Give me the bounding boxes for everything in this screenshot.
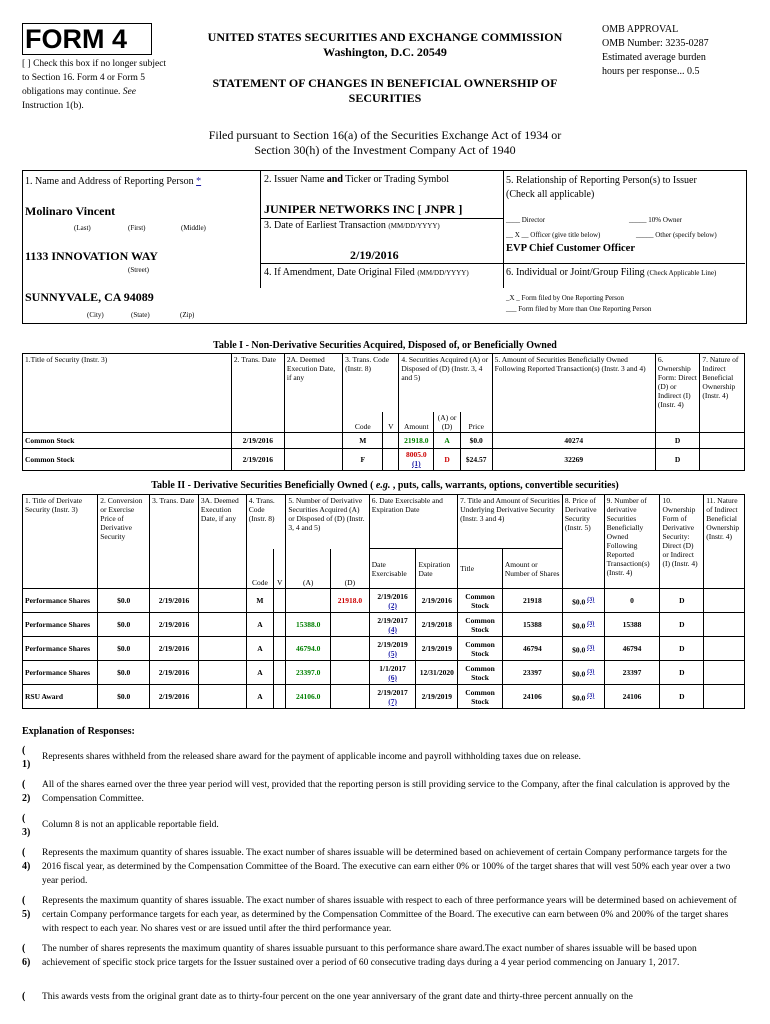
footnote-index: 2) bbox=[22, 793, 31, 804]
omb-approval: OMB APPROVAL OMB Number: 3235-0287 Estimated average burden hours per response... 0.5 bbox=[602, 24, 709, 77]
table1-title: Table I - Non-Derivative Securities Acquired, Disposed of, or Beneficially Owned bbox=[213, 340, 557, 351]
t2-acquired bbox=[286, 589, 331, 613]
t1-r1-aod: D bbox=[434, 448, 461, 470]
footnote-index: 5) bbox=[22, 909, 31, 920]
t2-form: D bbox=[660, 637, 704, 661]
t2-title: Performance Shares bbox=[23, 637, 98, 661]
t2-acquired: 24106.0 bbox=[286, 685, 331, 709]
t2-date-ex bbox=[369, 685, 416, 709]
officer-title: EVP Chief Customer Officer bbox=[506, 243, 635, 254]
t1-h-title: 1.Title of Security (Instr. 3) bbox=[23, 354, 232, 433]
city-state-zip: SUNNYVALE, CA 94089 bbox=[25, 290, 154, 304]
form-title: FORM 4 bbox=[25, 24, 128, 54]
t2-date: 2/19/2016 bbox=[150, 637, 199, 661]
t2-v bbox=[274, 685, 286, 709]
t2-h-ut: Title bbox=[458, 549, 503, 589]
footnote-link[interactable]: (3) bbox=[587, 595, 595, 603]
t2-date-ex-value: 2/19/2017 bbox=[377, 615, 408, 625]
footnote-index: 4) bbox=[22, 861, 31, 872]
t2-v bbox=[274, 589, 286, 613]
t1-r1-nature bbox=[700, 448, 745, 470]
t1-h-aod: (A) or (D) bbox=[434, 412, 461, 433]
footnote-text: Represents shares withheld from the released share award for the payment of applicable income and payroll withholding taxes due on release. bbox=[42, 752, 581, 762]
footnote-text: Represents the maximum quantity of shares issuable. The exact number of shares issuable with respect to each of three performance years will be determined based on achievement of certain Company performance targets for each year, as determined by the Compensation Committee of the Board. The executive can earn between 0% and 200% of the target shares with respect to each year. No shares vest or are issued until after the third performance year. bbox=[42, 896, 737, 934]
t2-h-date: 3. Trans. Date bbox=[150, 495, 199, 589]
t2-title: Performance Shares bbox=[23, 589, 98, 613]
t2-disposed bbox=[331, 637, 370, 661]
form-title-box bbox=[22, 23, 152, 55]
t2-underlying-title: Common Stock bbox=[458, 613, 503, 637]
footnote-link[interactable]: (5) bbox=[388, 648, 397, 658]
t1-r1-amount: 8005.0 bbox=[406, 450, 427, 459]
footnote-link[interactable]: (3) bbox=[587, 619, 595, 627]
divider bbox=[260, 170, 261, 288]
t2-price bbox=[562, 661, 604, 685]
t2-underlying-amount: 23397 bbox=[502, 661, 562, 685]
t2-code: A bbox=[246, 637, 273, 661]
t1-r0-deemed bbox=[284, 432, 342, 448]
last-label: (Last) bbox=[74, 224, 91, 232]
footnote-number bbox=[22, 942, 38, 970]
t2-disposed bbox=[331, 685, 370, 709]
footnote-index: 1) bbox=[22, 759, 31, 770]
t2-acquired: 23397.0 bbox=[286, 661, 331, 685]
t1-r0-title: Common Stock bbox=[23, 432, 232, 448]
first-label: (First) bbox=[128, 224, 146, 232]
t1-h-date: 2. Trans. Date bbox=[231, 354, 284, 433]
t2-underlying-title: Common Stock bbox=[458, 661, 503, 685]
t2-h-code-sub: Code bbox=[246, 549, 273, 589]
zip-label: (Zip) bbox=[180, 311, 195, 319]
t2-h-a: (A) bbox=[286, 549, 331, 589]
footnote-paren: ( bbox=[22, 991, 26, 1002]
t2-owned: 0 bbox=[604, 589, 660, 613]
footnote-link[interactable]: (6) bbox=[388, 672, 397, 682]
t2-h-exercisable: 6. Date Exercisable and Expiration Date bbox=[369, 495, 457, 549]
divider bbox=[260, 218, 503, 219]
t1-h-owned: 5. Amount of Securities Beneficially Owned Following Reported Transaction(s) (Instr. 3 and 4) bbox=[492, 354, 655, 433]
box1-label: 1. Name and Address of Reporting Person * bbox=[25, 176, 202, 187]
t2-underlying-amount: 21918 bbox=[502, 589, 562, 613]
box6-label: 6. Individual or Joint/Group Filing (Check Applicable Line) bbox=[506, 267, 717, 278]
t1-r0-owned: 40274 bbox=[492, 432, 655, 448]
t2-v bbox=[274, 637, 286, 661]
t2-price-value: $0.0 bbox=[572, 621, 586, 631]
table2 bbox=[22, 494, 745, 589]
director-check: ____ Director bbox=[506, 216, 546, 224]
t2-h-code: 4. Trans. Code (Instr. 8) bbox=[246, 495, 286, 549]
t2-form: D bbox=[660, 589, 704, 613]
t1-r1-title: Common Stock bbox=[23, 448, 232, 470]
footnote-number bbox=[22, 778, 38, 806]
footnote-paren: ( bbox=[22, 813, 26, 824]
t2-owned: 23397 bbox=[604, 661, 660, 685]
t1-r1-date: 2/19/2016 bbox=[231, 448, 284, 470]
t2-h-exp: Expiration Date bbox=[416, 549, 458, 589]
t2-h-owned: 9. Number of derivative Securities Beneficially Owned Following Reported Transaction(s) (Instr. 4) bbox=[604, 495, 660, 589]
t2-underlying-title: Common Stock bbox=[458, 685, 503, 709]
box4-label: 4. If Amendment, Date Original Filed (MM/DD/YYYY) bbox=[264, 267, 469, 278]
t2-nature bbox=[704, 589, 745, 613]
t2-form: D bbox=[660, 685, 704, 709]
t2-nature bbox=[704, 613, 745, 637]
t2-price bbox=[562, 637, 604, 661]
footnote-paren: ( bbox=[22, 895, 26, 906]
t2-date-ex-value: 2/19/2019 bbox=[377, 639, 408, 649]
table-row bbox=[23, 685, 745, 709]
t1-r1-form: D bbox=[655, 448, 700, 470]
t2-nature bbox=[704, 685, 745, 709]
t2-code: A bbox=[246, 613, 273, 637]
issuer-name: JUNIPER NETWORKS INC [ JNPR ] bbox=[264, 202, 463, 216]
t2-date: 2/19/2016 bbox=[150, 589, 199, 613]
t2-form: D bbox=[660, 661, 704, 685]
t2-date: 2/19/2016 bbox=[150, 661, 199, 685]
reporting-person-name: Molinaro Vincent bbox=[25, 204, 116, 218]
footnote-link[interactable]: (1) bbox=[411, 459, 421, 468]
t2-underlying-amount: 15388 bbox=[502, 613, 562, 637]
t2-title: Performance Shares bbox=[23, 661, 98, 685]
t2-code: A bbox=[246, 661, 273, 685]
t1-r0-price: $0.0 bbox=[460, 432, 492, 448]
footnote-paren: ( bbox=[22, 943, 26, 954]
footnote-link[interactable]: (3) bbox=[587, 667, 595, 675]
t2-exp: 2/19/2019 bbox=[416, 637, 458, 661]
middle-label: (Middle) bbox=[181, 224, 206, 232]
footnote-number bbox=[22, 812, 38, 840]
t1-r1-amount-cell bbox=[399, 448, 434, 470]
section16-note: [ ] Check this box if no longer subject to Section 16. Form 4 or Form 5 obligations may continue. See Instruction 1(b). bbox=[22, 59, 167, 111]
t2-owned: 46794 bbox=[604, 637, 660, 661]
box3-label: 3. Date of Earliest Transaction (MM/DD/YYYY) bbox=[264, 220, 440, 231]
footnote-link[interactable]: (2) bbox=[388, 600, 397, 610]
box2-label: 2. Issuer Name and Ticker or Trading Symbol bbox=[264, 174, 450, 185]
t2-disposed bbox=[331, 613, 370, 637]
t1-r1-deemed bbox=[284, 448, 342, 470]
filing-option-one: _X _ Form filed by One Reporting Person bbox=[506, 294, 625, 302]
t2-exp: 2/19/2018 bbox=[416, 613, 458, 637]
footnote-index: 3) bbox=[22, 827, 31, 838]
t1-h-amount: Amount bbox=[399, 412, 434, 433]
earliest-transaction-date: 2/19/2016 bbox=[350, 248, 399, 262]
t2-disposed: 21918.0 bbox=[331, 589, 370, 613]
city-label: (City) bbox=[87, 311, 104, 319]
footnote-index: 6) bbox=[22, 957, 31, 968]
t2-date-ex bbox=[369, 589, 416, 613]
t1-h-code-sub: Code bbox=[343, 412, 383, 433]
t1-h-price: Price bbox=[460, 412, 492, 433]
t2-h-date-ex: Date Exercisable bbox=[369, 549, 416, 589]
explanation-title: Explanation of Responses: bbox=[22, 726, 135, 737]
footnote-number bbox=[22, 894, 38, 922]
t2-date-ex-value: 2/19/2016 bbox=[377, 591, 408, 601]
t2-date-ex bbox=[369, 661, 416, 685]
table2-body bbox=[22, 588, 745, 709]
table-row bbox=[23, 589, 745, 613]
footnote-paren: ( bbox=[22, 745, 26, 756]
t2-h-v: V bbox=[274, 549, 286, 589]
t2-date-ex-value: 2/19/2017 bbox=[377, 687, 408, 697]
ten-pct-owner-check: _____ 10% Owner bbox=[629, 216, 682, 224]
table1 bbox=[22, 353, 745, 471]
t2-conv: $0.0 bbox=[98, 661, 150, 685]
street-address: 1133 INNOVATION WAY bbox=[25, 249, 158, 263]
footnote-link[interactable]: (3) bbox=[587, 691, 595, 699]
table-row bbox=[23, 432, 745, 448]
table-row bbox=[23, 661, 745, 685]
footnote-paren: ( bbox=[22, 847, 26, 858]
t1-h-acquired: 4. Securities Acquired (A) or Disposed of (D) (Instr. 3, 4 and 5) bbox=[399, 354, 492, 412]
t2-price bbox=[562, 685, 604, 709]
t2-deemed bbox=[198, 637, 246, 661]
t2-date-ex-value: 1/1/2017 bbox=[379, 663, 406, 673]
t2-h-deemed: 3A. Deemed Execution Date, if any bbox=[198, 495, 246, 589]
t2-conv: $0.0 bbox=[98, 685, 150, 709]
t2-price-value: $0.0 bbox=[572, 645, 586, 655]
t2-deemed bbox=[198, 613, 246, 637]
filed-pursuant: Filed pursuant to Section 16(a) of the Securities Exchange Act of 1934 or Section 30(h) of the Investment Company Act of 1940 bbox=[208, 128, 562, 157]
t1-r1-v bbox=[383, 448, 399, 470]
filing-option-multiple: ___ Form filed by More than One Reporting Person bbox=[506, 305, 652, 313]
t2-exp: 12/31/2020 bbox=[416, 661, 458, 685]
t2-disposed bbox=[331, 661, 370, 685]
footnote-number bbox=[22, 990, 38, 1004]
commission-title: UNITED STATES SECURITIES AND EXCHANGE COMMISSION bbox=[207, 30, 563, 44]
t2-h-price: 8. Price of Derivative Security (Instr. 5) bbox=[562, 495, 604, 589]
t2-conv: $0.0 bbox=[98, 613, 150, 637]
t2-title: Performance Shares bbox=[23, 613, 98, 637]
t1-h-v: V bbox=[383, 412, 399, 433]
divider bbox=[503, 170, 504, 288]
t2-price-value: $0.0 bbox=[572, 669, 586, 679]
footnote-paren: ( bbox=[22, 779, 26, 790]
t1-h-form: 6. Ownership Form: Direct (D) or Indirect (I) (Instr. 4) bbox=[655, 354, 700, 433]
t2-exp: 2/19/2019 bbox=[416, 685, 458, 709]
t2-conv: $0.0 bbox=[98, 637, 150, 661]
table-row bbox=[23, 613, 745, 637]
t2-underlying-amount: 24106 bbox=[502, 685, 562, 709]
t2-h-conv: 2. Conversion or Exercise Price of Derivative Security bbox=[98, 495, 150, 589]
t2-h-title: 1. Title of Derivate Security (Instr. 3) bbox=[23, 495, 98, 589]
t2-date: 2/19/2016 bbox=[150, 613, 199, 637]
t1-r0-amount: 21918.0 bbox=[399, 432, 434, 448]
footnote-text: All of the shares earned over the three year period will vest, provided that the reporting person is still providing service to the Company, after the final calculation is approved by the Compensation Committee. bbox=[42, 780, 730, 804]
t2-h-d: (D) bbox=[331, 549, 370, 589]
t2-price bbox=[562, 589, 604, 613]
t2-deemed bbox=[198, 685, 246, 709]
t2-h-amt: Amount or Number of Shares bbox=[502, 549, 562, 589]
t1-r1-owned: 32269 bbox=[492, 448, 655, 470]
footnote-link[interactable]: (3) bbox=[587, 643, 595, 651]
street-label: (Street) bbox=[128, 266, 149, 274]
state-label: (State) bbox=[131, 311, 150, 319]
t2-v bbox=[274, 661, 286, 685]
t2-v bbox=[274, 613, 286, 637]
t1-r0-v bbox=[383, 432, 399, 448]
footnote-text: Column 8 is not an applicable reportable field. bbox=[42, 820, 219, 830]
t2-acquired: 46794.0 bbox=[286, 637, 331, 661]
t2-code: M bbox=[246, 589, 273, 613]
table2-title: Table II - Derivative Securities Beneficially Owned ( e.g. , puts, calls, warrants, options, convertible securities) bbox=[151, 480, 619, 491]
t2-price bbox=[562, 613, 604, 637]
footnote-text: The number of shares represents the maximum quantity of shares issuable pursuant to this performance share award.The exact number of shares issuable will be based upon achievement of specific stock price targets for the Issuer sustained over a period of 60 consecutive trading days during a 4 year period commencing on January 1, 2017. bbox=[42, 944, 697, 968]
t2-owned: 15388 bbox=[604, 613, 660, 637]
t2-form: D bbox=[660, 613, 704, 637]
t2-price-value: $0.0 bbox=[572, 693, 586, 703]
other-check: _____ Other (specify below) bbox=[636, 231, 717, 239]
t2-deemed bbox=[198, 589, 246, 613]
table-row bbox=[23, 448, 745, 470]
box5-label: 5. Relationship of Reporting Person(s) to Issuer (Check all applicable) bbox=[506, 175, 697, 200]
t2-date: 2/19/2016 bbox=[150, 685, 199, 709]
t2-conv: $0.0 bbox=[98, 589, 150, 613]
t1-h-code: 3. Trans. Code (Instr. 8) bbox=[343, 354, 399, 412]
t2-price-value: $0.0 bbox=[572, 597, 586, 607]
t2-deemed bbox=[198, 661, 246, 685]
t1-h-nature: 7. Nature of Indirect Beneficial Ownership (Instr. 4) bbox=[700, 354, 745, 433]
t1-r1-code: F bbox=[343, 448, 383, 470]
t1-r1-price: $24.57 bbox=[460, 448, 492, 470]
t2-underlying-amount: 46794 bbox=[502, 637, 562, 661]
t2-h-underlying: 7. Title and Amount of Securities Underlying Derivative Security (Instr. 3 and 4) bbox=[458, 495, 563, 549]
footnote-text: Represents the maximum quantity of shares issuable. The exact number of shares issuable will be determined based on achievement of certain Company performance targets for the 2016 fiscal year, as determined by the Compensation Committee of the Board. The executive can earn either 0% or 100% of the target shares that will vest 50% each year over a two year period. bbox=[42, 848, 731, 886]
officer-check: __ X __ Officer (give title below) bbox=[506, 231, 601, 239]
t2-nature bbox=[704, 661, 745, 685]
footnote-link[interactable]: (7) bbox=[388, 696, 397, 706]
t2-h-nature: 11. Nature of Indirect Beneficial Ownership (Instr. 4) bbox=[704, 495, 745, 589]
t2-title: RSU Award bbox=[23, 685, 98, 709]
table-row bbox=[23, 637, 745, 661]
t1-r0-code: M bbox=[343, 432, 383, 448]
t2-date-ex bbox=[369, 613, 416, 637]
t1-r0-nature bbox=[700, 432, 745, 448]
t1-r0-date: 2/19/2016 bbox=[231, 432, 284, 448]
t2-exp: 2/19/2016 bbox=[416, 589, 458, 613]
commission-location: Washington, D.C. 20549 bbox=[323, 45, 447, 59]
t2-h-form: 10. Ownership Form of Derivative Security: Direct (D) or Indirect (I) (Instr. 4) bbox=[660, 495, 704, 589]
t1-r0-form: D bbox=[655, 432, 700, 448]
footnote-number bbox=[22, 846, 38, 874]
t2-h-number: 5. Number of Derivative Securities Acquired (A) or Disposed of (D) (Instr. 3, 4 and 5) bbox=[286, 495, 369, 549]
t2-underlying-title: Common Stock bbox=[458, 637, 503, 661]
t2-nature bbox=[704, 637, 745, 661]
footnote-link[interactable]: (4) bbox=[388, 624, 397, 634]
t1-r0-aod: A bbox=[434, 432, 461, 448]
t2-code: A bbox=[246, 685, 273, 709]
t2-underlying-title: Common Stock bbox=[458, 589, 503, 613]
t2-owned: 24106 bbox=[604, 685, 660, 709]
footnote-number bbox=[22, 744, 38, 772]
t2-acquired: 15388.0 bbox=[286, 613, 331, 637]
statement-title: STATEMENT OF CHANGES IN BENEFICIAL OWNERSHIP OF SECURITIES bbox=[212, 76, 558, 105]
t1-h-deemed: 2A. Deemed Execution Date, if any bbox=[284, 354, 342, 433]
footnote-text: This awards vests from the original grant date as to thirty-four percent on the one year anniversary of the grant date and thirty-three percent annually on the bbox=[42, 992, 633, 1002]
t2-date-ex bbox=[369, 637, 416, 661]
divider bbox=[260, 263, 745, 264]
